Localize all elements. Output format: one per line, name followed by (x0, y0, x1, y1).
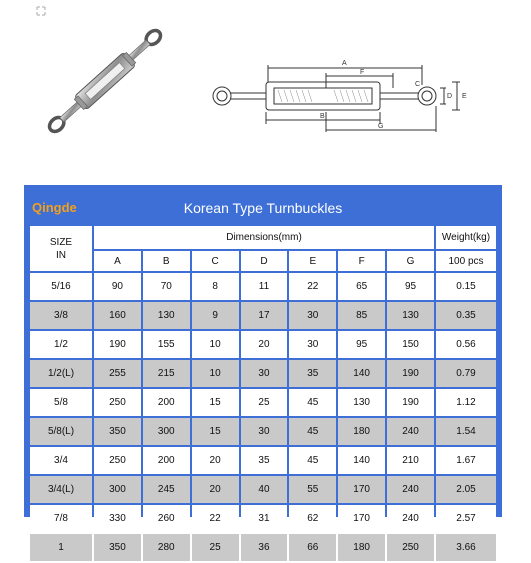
cell-g: 240 (387, 505, 434, 532)
cell-e: 45 (289, 447, 336, 474)
cell-b: 70 (143, 273, 190, 300)
cell-c: 15 (192, 418, 239, 445)
cell-g: 250 (387, 534, 434, 561)
table-row (30, 302, 496, 329)
table-row (30, 389, 496, 416)
col-header-b: B (143, 251, 190, 271)
table-title-bar (28, 189, 498, 226)
cell-c: 9 (192, 302, 239, 329)
cell-weight: 0.15 (436, 273, 496, 300)
cell-f: 180 (338, 418, 385, 445)
cell-b: 215 (143, 360, 190, 387)
table-row (30, 447, 496, 474)
cell-g: 130 (387, 302, 434, 329)
table-row (30, 360, 496, 387)
cell-weight: 0.35 (436, 302, 496, 329)
header-row (30, 226, 496, 249)
cell-c: 20 (192, 447, 239, 474)
cell-c: 22 (192, 505, 239, 532)
turnbuckle-diagram (208, 40, 488, 150)
cell-e: 30 (289, 331, 336, 358)
cell-e: 45 (289, 418, 336, 445)
cell-g: 150 (387, 331, 434, 358)
cell-b: 245 (143, 476, 190, 503)
cell-e: 30 (289, 302, 336, 329)
cell-size: 3/4(L) (30, 476, 92, 503)
col-header-d: D (241, 251, 288, 271)
cell-weight: 0.56 (436, 331, 496, 358)
cell-d: 40 (241, 476, 288, 503)
brand-label: Qingde (32, 200, 77, 215)
cell-b: 155 (143, 331, 190, 358)
cell-weight: 0.79 (436, 360, 496, 387)
cell-d: 30 (241, 360, 288, 387)
cell-f: 65 (338, 273, 385, 300)
cell-a: 190 (94, 331, 141, 358)
table-row (30, 273, 496, 300)
col-header-c: C (192, 251, 239, 271)
cell-f: 140 (338, 447, 385, 474)
cell-d: 20 (241, 331, 288, 358)
dim-label-b: B (320, 113, 325, 120)
column-header-row (30, 251, 496, 271)
dim-label-g: G (378, 123, 384, 130)
cell-a: 90 (94, 273, 141, 300)
cell-c: 15 (192, 389, 239, 416)
cell-d: 17 (241, 302, 288, 329)
col-header-e: E (289, 251, 336, 271)
cell-weight: 1.67 (436, 447, 496, 474)
cell-size: 5/8 (30, 389, 92, 416)
table-row (30, 534, 496, 561)
cell-a: 250 (94, 447, 141, 474)
table-title: Korean Type Turnbuckles (183, 200, 343, 216)
cell-f: 140 (338, 360, 385, 387)
cell-g: 95 (387, 273, 434, 300)
cell-f: 170 (338, 476, 385, 503)
cell-e: 35 (289, 360, 336, 387)
col-header-f: F (338, 251, 385, 271)
cell-c: 25 (192, 534, 239, 561)
weight-header: Weight(kg) (436, 226, 496, 249)
cell-c: 10 (192, 360, 239, 387)
cell-weight: 1.54 (436, 418, 496, 445)
cell-e: 45 (289, 389, 336, 416)
cell-f: 95 (338, 331, 385, 358)
cell-c: 20 (192, 476, 239, 503)
dim-label-c: C (415, 81, 421, 88)
cell-b: 200 (143, 389, 190, 416)
cell-a: 255 (94, 360, 141, 387)
turnbuckle-photo (30, 6, 180, 156)
cell-d: 25 (241, 389, 288, 416)
dim-label-d: D (447, 93, 453, 100)
cell-weight: 1.12 (436, 389, 496, 416)
cell-f: 85 (338, 302, 385, 329)
size-header-line2: IN (56, 249, 66, 261)
cell-e: 55 (289, 476, 336, 503)
dim-label-f: F (360, 69, 365, 76)
dim-label-e: E (462, 93, 467, 100)
cell-f: 130 (338, 389, 385, 416)
table-row (30, 418, 496, 445)
table-row (30, 505, 496, 532)
dimensions-table (28, 224, 498, 563)
cell-d: 30 (241, 418, 288, 445)
cell-b: 300 (143, 418, 190, 445)
cell-d: 35 (241, 447, 288, 474)
cell-size: 1 (30, 534, 92, 561)
cell-g: 190 (387, 389, 434, 416)
cell-b: 280 (143, 534, 190, 561)
cell-a: 350 (94, 418, 141, 445)
cell-g: 190 (387, 360, 434, 387)
weight-unit-header: 100 pcs (436, 251, 496, 271)
cell-a: 250 (94, 389, 141, 416)
cell-size: 7/8 (30, 505, 92, 532)
cell-size: 3/8 (30, 302, 92, 329)
cell-d: 11 (241, 273, 288, 300)
cell-d: 31 (241, 505, 288, 532)
col-header-g: G (387, 251, 434, 271)
cell-a: 300 (94, 476, 141, 503)
size-header (30, 226, 92, 271)
cell-d: 36 (241, 534, 288, 561)
cell-c: 8 (192, 273, 239, 300)
col-header-a: A (94, 251, 141, 271)
cell-b: 260 (143, 505, 190, 532)
cell-c: 10 (192, 331, 239, 358)
cell-size: 1/2 (30, 331, 92, 358)
cell-f: 180 (338, 534, 385, 561)
cell-weight: 2.57 (436, 505, 496, 532)
cell-g: 240 (387, 418, 434, 445)
table-row (30, 331, 496, 358)
cell-size: 5/16 (30, 273, 92, 300)
dimensions-header: Dimensions(mm) (94, 226, 434, 249)
cell-size: 5/8(L) (30, 418, 92, 445)
cell-a: 350 (94, 534, 141, 561)
cell-f: 170 (338, 505, 385, 532)
cell-weight: 3.66 (436, 534, 496, 561)
cell-g: 210 (387, 447, 434, 474)
cell-size: 1/2(L) (30, 360, 92, 387)
cell-b: 130 (143, 302, 190, 329)
cell-weight: 2.05 (436, 476, 496, 503)
table-row (30, 476, 496, 503)
dim-label-a: A (342, 60, 347, 67)
spec-table (24, 185, 502, 553)
cell-g: 240 (387, 476, 434, 503)
cell-a: 160 (94, 302, 141, 329)
cell-a: 330 (94, 505, 141, 532)
cell-e: 62 (289, 505, 336, 532)
cell-size: 3/4 (30, 447, 92, 474)
cell-b: 200 (143, 447, 190, 474)
cell-e: 66 (289, 534, 336, 561)
size-header-line1: SIZE (49, 236, 73, 248)
cell-e: 22 (289, 273, 336, 300)
